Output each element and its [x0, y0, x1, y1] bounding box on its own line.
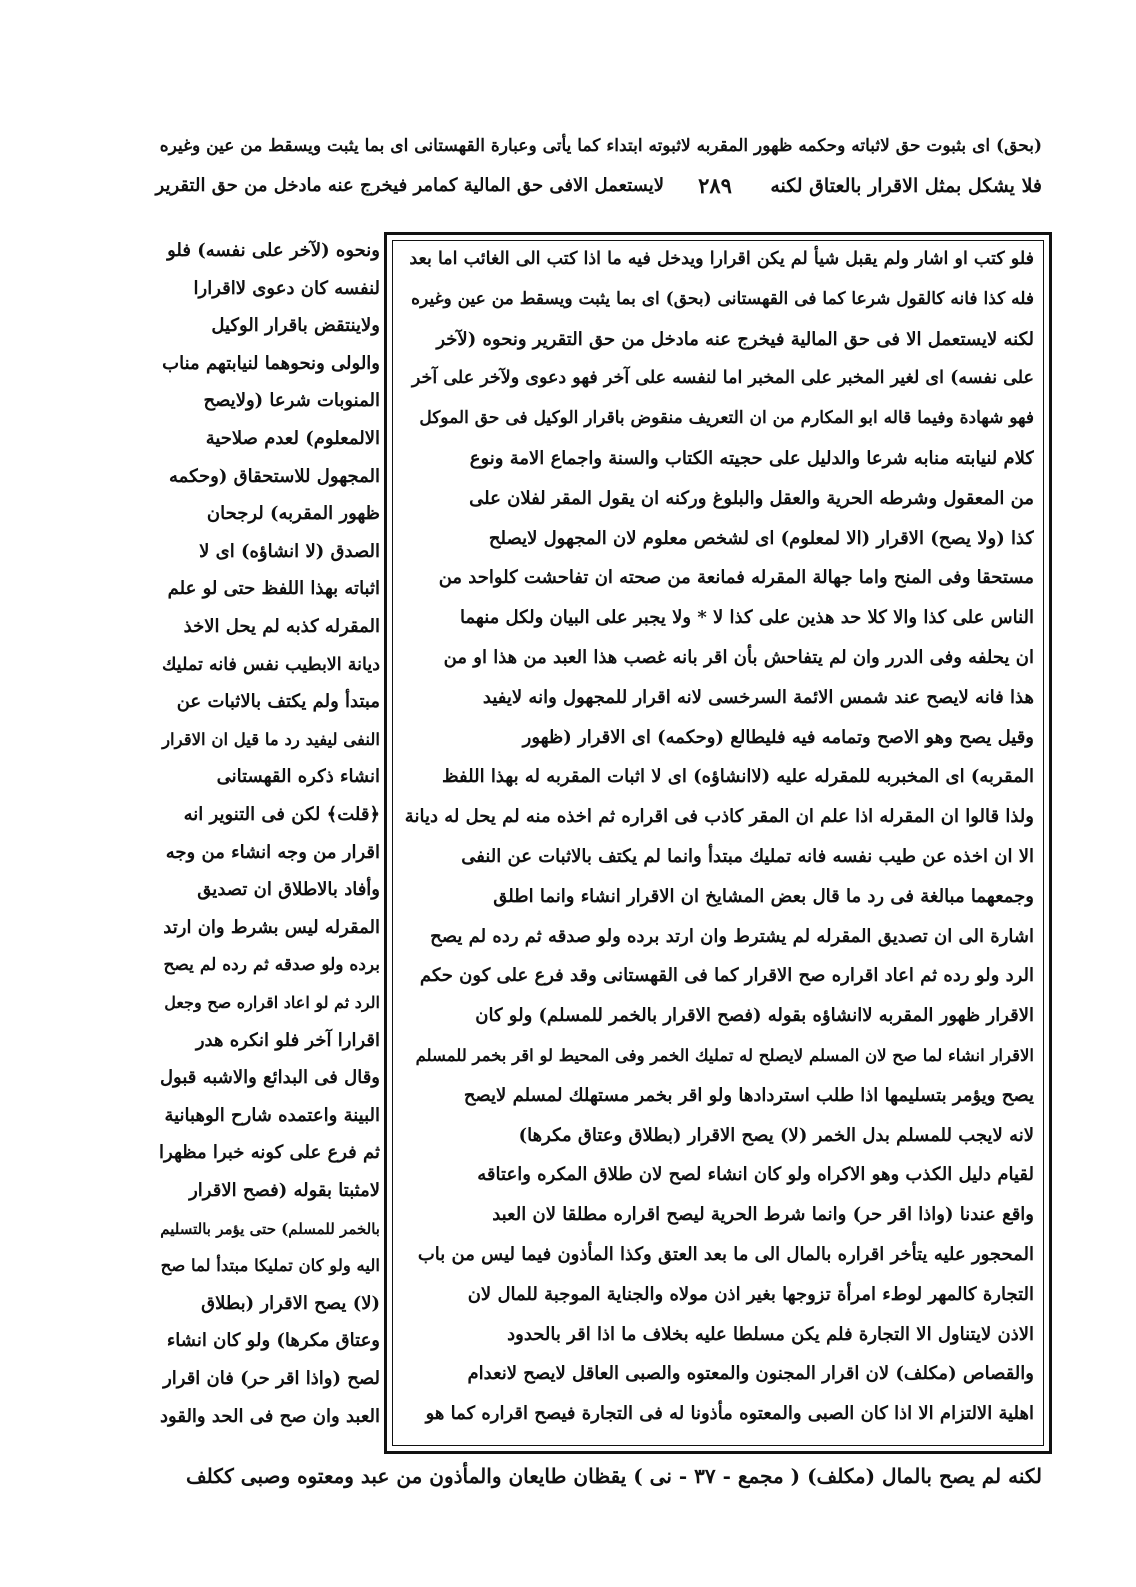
commentary-line: لانه لايجب للمسلم بدل الخمر (لا) يصح الاقرار (بطلاق وعتاق مكرها) — [518, 1124, 1034, 1146]
commentary-line: الاذن لايتناول الا التجارة فلم يكن مسلطا عليه بخلاف ما اذا اقر بالحدود — [507, 1323, 1034, 1345]
commentary-line: المحجور عليه يتأخر اقراره بالمال الى ما بعد العتق وكذا المأذون فيما ليس من باب — [417, 1244, 1034, 1265]
commentary-line: اشارة الى ان تصديق المقرله لم يشترط وان ارتد برده ولو صدقه ثم رده لم يصح — [430, 925, 1034, 947]
main-text-line: وقال فى البدائع والاشبه قبول — [159, 1067, 380, 1089]
commentary-line: الاقرار انشاء لما صح لان المسلم لايصلح له تمليك الخمر وفى المحيط لو اقر بخمر للمسلم — [415, 1046, 1034, 1065]
commentary-line: كلام لنيابته منابه شرعا والدليل على حجيته الكتاب والسنة واجماع الامة ونوع — [469, 448, 1034, 469]
header-line-1: (بحق) اى بثبوت حق لاثباته وحكمه ظهور المقربه لاثبوته ابتداء كما يأتى وعبارة القهستانى اى بما يثبت ويسقط من عين وغيره — [159, 136, 1042, 156]
main-text-line: ونحوه (لآخر على نفسه) فلو — [167, 240, 380, 261]
main-text-line: اقرارا آخر فلو انكره هدر — [195, 1029, 380, 1051]
main-text-line: انشاء ذكره القهستانى — [216, 766, 380, 788]
commentary-line: كذا (ولا يصح) الاقرار (الا لمعلوم) اى لشخص معلوم لان المجهول لايصلح — [488, 527, 1034, 549]
commentary-line: هذا فانه لايصح عند شمس الائمة السرخسى لانه اقرار للمجهول وانه لايفيد — [482, 686, 1034, 708]
main-text-line: اثباته بهذا اللفظ حتى لو علم — [167, 578, 380, 600]
commentary-line: على نفسه) اى لغير المخبر على المخبر اما لنفسه على آخر فهو دعوى ولآخر على آخر — [411, 368, 1034, 389]
commentary-line: يصح ويؤمر بتسليمها اذا طلب استردادها ولو اقر بخمر مستهلك لمسلم لايصح — [463, 1084, 1034, 1106]
main-text-line: المجهول للاستحقاق (وحكمه — [169, 465, 380, 487]
main-text-line: ظهور المقربه) لرجحان — [206, 503, 380, 525]
commentary-line: المقربه) اى المخبربه للمقرله عليه (لاانشاؤه) اى لا اثبات المقربه له بهذا اللفظ — [441, 766, 1034, 788]
main-text-line: الرد ثم لو اعاد اقراره صح وجعل — [164, 993, 380, 1012]
page-number: ٢٨٩ — [698, 173, 732, 198]
main-text-line: المقرله كذبه لم يحل الاخذ — [183, 616, 380, 637]
commentary-line: فله كذا فانه كالقول شرعا كما فى القهستانى (بحق) اى بما يثبت ويسقط من عين وغيره — [411, 288, 1034, 309]
main-text-line: ولاينتقض باقرار الوكيل — [211, 315, 380, 337]
main-text-line: (لا) يصح الاقرار (بطلاق — [201, 1292, 380, 1314]
commentary-line: اهلية الالتزام الا اذا كان الصبى والمعتوه مأذونا له فى التجارة فيصح اقراره كما هو — [425, 1403, 1034, 1425]
commentary-line: لكنه لايستعمل الا فى حق المالية فيخرج عنه مادخل من حق التقرير ونحوه (لآخر — [436, 328, 1034, 350]
commentary-line: الاقرار ظهور المقربه لاانشاؤه بقوله (فصح الاقرار بالخمر للمسلم) ولو كان — [475, 1005, 1034, 1027]
header-line-2-right: فلا يشكل بمثل الاقرار بالعتاق لكنه — [770, 175, 1042, 197]
commentary-line: الرد ولو رده ثم اعاد اقراره صح الاقرار كما فى القهستانى وقد فرع على كون حكم — [419, 965, 1034, 987]
commentary-line: التجارة كالمهر لوطء امرأة تزوجها بغير اذن مولاه والجناية الموجبة للمال لان — [467, 1283, 1034, 1305]
main-text-line: الالمعلوم) لعدم صلاحية — [205, 428, 380, 449]
commentary-line: فلو كتب او اشار ولم يقبل شيأ لم يكن اقرارا ويدخل فيه ما اذا كتب الى الغائب اما بعد — [409, 249, 1034, 269]
commentary-line: وقيل يصح وهو الاصح وتمامه فيه فليطالع (وحكمه) اى الاقرار (ظهور — [522, 726, 1034, 748]
commentary-line: مستحقا وفى المنح واما جهالة المقرله فمانعة من صحته ان تفاحشت كلواحد من — [438, 567, 1034, 589]
main-text-line: الصدق (لا انشاؤه) اى لا — [199, 540, 380, 562]
commentary-line: من المعقول وشرطه الحرية والعقل والبلوغ وركنه ان يقول المقر لفلان على — [469, 487, 1034, 509]
main-text-line: لامثبتا بقوله (فصح الاقرار — [189, 1180, 380, 1201]
main-text-line: النفى ليفيد رد ما قيل ان الاقرار — [162, 729, 380, 749]
main-text-line: وعتاق مكرها) ولو كان انشاء — [166, 1330, 380, 1352]
main-text-line: لصح (واذا اقر حر) فان اقرار — [163, 1368, 380, 1389]
main-text-line: البينة واعتمده شارح الوهبانية — [164, 1104, 380, 1126]
main-text-line: العبد وان صح فى الحد والقود — [160, 1405, 380, 1427]
commentary-line: الا ان اخذه عن طيب نفسه فانه تمليك مبتدأ وانما لم يكتف بالاثبات عن النفى — [461, 846, 1034, 867]
main-text-line: ﴿قلت﴾ لكن فى التنوير انه — [183, 804, 380, 825]
main-text-line: المقرله ليس بشرط وان ارتد — [163, 916, 380, 938]
commentary-line: ولذا قالوا ان المقرله اذا علم ان المقر كاذب فى اقراره ثم اخذه منه لم يحل له ديانة — [404, 806, 1034, 828]
main-text-line: ثم فرع على كونه خبرا مظهرا — [159, 1142, 380, 1164]
commentary-line: فهو شهادة وفيما قاله ابو المكارم من ان التعريف منقوض باقرار الوكيل فى حق الموكل — [419, 408, 1034, 429]
commentary-line: ان يحلفه وفى الدرر وان لم يتفاحش بأن اقر بانه غصب هذا العبد من هذا او من — [443, 647, 1034, 668]
main-text-line: بالخمر للمسلم) حتى يؤمر بالتسليم — [160, 1219, 380, 1238]
commentary-line: والقصاص (مكلف) لان اقرار المجنون والمعتوه والصبى العاقل لايصح لانعدام — [467, 1363, 1034, 1385]
bottom-line: لكنه لم يصح بالمال (مكلف) ( مجمع - ٣٧ - نى ) يقظان طايعان والمأذون من عبد ومعتوه وصبى ككلف — [185, 1464, 1042, 1488]
main-text-line: مبتدأ ولم يكتف بالاثبات عن — [176, 691, 380, 713]
commentary-line: الناس على كذا والا كلا حد هذين على كذا لا * ولا يجبر على البيان ولكل منهما — [460, 607, 1034, 629]
main-text-line: لنفسه كان دعوى لااقرارا — [193, 277, 380, 299]
header-line-2-left: لايستعمل الافى حق المالية كمامر فيخرج عنه مادخل من حق التقرير — [155, 175, 664, 196]
main-text-line: برده ولو صدقه ثم رده لم يصح — [163, 955, 380, 976]
main-text-line: المنوبات شرعا (ولايصح — [203, 390, 380, 412]
commentary-line: لقيام دليل الكذب وهو الاكراه ولو كان انشاء لصح لان طلاق المكره واعتاقه — [477, 1164, 1034, 1186]
main-text-line: ديانة الابطيب نفس فانه تمليك — [162, 654, 380, 675]
main-text-line: اليه ولو كان تمليكا مبتدأ لما صح — [160, 1256, 380, 1276]
main-text-line: اقرار من وجه انشاء من وجه — [165, 841, 380, 863]
main-text-line: وأفاد بالاطلاق ان تصديق — [197, 879, 380, 901]
main-text-line: والولى ونحوهما لنيابتهم مناب — [162, 352, 380, 374]
commentary-line: وجمعهما مبالغة فى رد ما قال بعض المشايخ ان الاقرار انشاء وانما اطلق — [493, 885, 1034, 907]
commentary-line: واقع عندنا (واذا اقر حر) وانما شرط الحرية ليصح اقراره مطلقا لان العبد — [492, 1204, 1034, 1226]
